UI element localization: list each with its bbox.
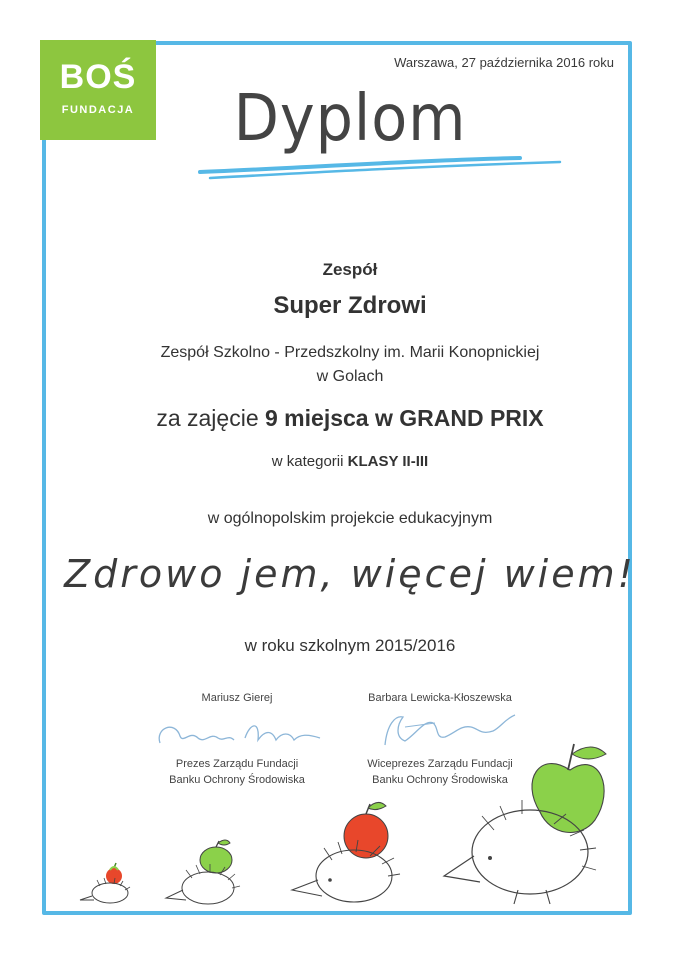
signatory-role-line-2: Banku Ochrony Środowiska: [169, 774, 305, 786]
team-label: Zespół: [322, 260, 378, 279]
logo-text: BOŚ: [59, 58, 137, 96]
hedgehog-large: [292, 802, 400, 902]
hedgehogs-illustration: [70, 740, 630, 910]
school-line-2: w Golach: [316, 368, 384, 385]
signatory-role-line-1: Wiceprezes Zarządu Fundacji: [367, 758, 513, 770]
award-line: [0, 405, 700, 432]
project-intro: w ogólnopolskim projekcie edukacyjnym: [207, 510, 493, 527]
signatory-role-line-2: Banku Ochrony Środowiska: [372, 774, 508, 786]
team-name: Super Zdrowi: [273, 292, 427, 319]
apple-icon: [532, 764, 604, 833]
award-prefix: za zajęcie: [156, 405, 265, 431]
hedgehog-small: [80, 863, 130, 903]
category-prefix: w kategorii: [271, 453, 348, 470]
place-date: Warszawa, 27 października 2016 roku: [394, 55, 614, 70]
signatory-name: Barbara Lewicka-Kłoszewska: [368, 692, 512, 704]
diploma-title: Dyplom: [233, 82, 467, 156]
school-name: [0, 341, 700, 389]
award-emphasis: 9 miejsca w GRAND PRIX: [265, 405, 544, 431]
category-emphasis: KLASY II-III: [347, 453, 429, 470]
apple-icon: [200, 847, 232, 873]
logo-subtext: FUNDACJA: [61, 104, 135, 116]
school-year: w roku szkolnym 2015/2016: [244, 636, 456, 655]
project-slogan: Zdrowo jem, więcej wiem!: [64, 552, 636, 596]
signatory-role-line-1: Prezes Zarządu Fundacji: [175, 758, 299, 770]
hedgehog-largest: [444, 744, 606, 904]
school-line-1: Zespół Szkolno - Przedszkolny im. Marii Konopnickiej: [160, 344, 540, 361]
category-line: [0, 453, 700, 470]
hedgehog-medium: [166, 840, 240, 904]
signatory-name: Mariusz Gierej: [201, 692, 273, 704]
